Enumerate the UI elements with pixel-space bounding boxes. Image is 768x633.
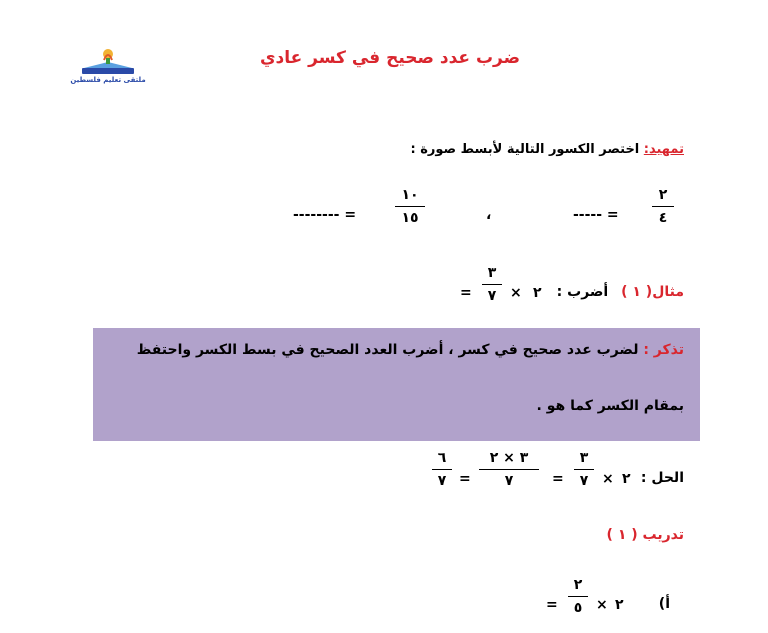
fraction-numerator: ١٠ — [401, 187, 419, 203]
fraction-bar — [568, 596, 588, 597]
fraction-numerator: ٣ — [487, 265, 497, 281]
solution-whole: ٢ — [622, 471, 631, 487]
training-equals: = — [546, 597, 558, 613]
fraction-denominator: ٧ — [579, 473, 589, 489]
solution-label: الحل : — [640, 470, 684, 486]
remember-line-2: بمقام الكسر كما هو . — [536, 398, 684, 414]
training-fraction — [568, 577, 588, 616]
example-fraction — [482, 265, 502, 304]
remember-text-1: لضرب عدد صحيح في كسر ، أضرب العدد الصحيح في بسط الكسر واحتفظ — [136, 342, 644, 358]
intro-fraction-2 — [395, 187, 425, 226]
intro-separator: ، — [486, 207, 492, 223]
fraction-denominator: ٧ — [504, 473, 514, 489]
intro-fraction-1 — [652, 187, 674, 226]
example-text: أضرب : — [556, 284, 609, 300]
fraction-bar — [574, 469, 594, 470]
fraction-numerator: ٣ × ٢ — [489, 450, 529, 466]
fraction-numerator: ٦ — [437, 450, 447, 466]
solution-fraction-3 — [432, 450, 452, 489]
fraction-numerator: ٢ — [658, 187, 668, 203]
solution-equals-1: = — [552, 471, 564, 487]
fraction-bar — [432, 469, 452, 470]
fraction-bar — [395, 206, 425, 207]
training-times: × — [596, 597, 608, 613]
fraction-denominator: ٧ — [437, 473, 447, 489]
intro-label: تمهيد: — [643, 142, 684, 157]
fraction-denominator: ٧ — [487, 288, 497, 304]
fraction-bar — [479, 469, 539, 470]
fraction-denominator: ١٥ — [401, 210, 419, 226]
remember-line-1 — [94, 342, 684, 358]
example-line — [557, 284, 684, 300]
solution-fraction-1 — [574, 450, 594, 489]
fraction-bar — [482, 284, 502, 285]
intro-line — [410, 142, 684, 157]
intro-text: اختصر الكسور التالية لأبسط صورة : — [410, 142, 644, 157]
training-item-label: أ) — [658, 596, 670, 612]
example-times: × — [510, 285, 522, 301]
fraction-denominator: ٤ — [658, 210, 668, 226]
fraction-bar — [652, 206, 674, 207]
solution-fraction-2 — [479, 450, 539, 489]
training-whole: ٢ — [615, 597, 624, 613]
intro-blank-1: ----- = — [573, 207, 619, 223]
logo-caption: ملتقى تعليم فلسطين — [70, 76, 146, 84]
fraction-numerator: ٢ — [573, 577, 583, 593]
page-title: ضرب عدد صحيح في كسر عادي — [259, 48, 521, 68]
remember-label: تذكر : — [643, 342, 684, 358]
fraction-numerator: ٣ — [579, 450, 589, 466]
intro-blank-2: -------- = — [293, 207, 357, 223]
example-equals: = — [460, 285, 472, 301]
solution-times: × — [602, 471, 614, 487]
example-label: مثال( ١ ) — [621, 284, 684, 300]
solution-equals-2: = — [459, 471, 471, 487]
training-label: تدريب ( ١ ) — [606, 527, 684, 543]
fraction-denominator: ٥ — [573, 600, 583, 616]
example-whole: ٢ — [533, 285, 542, 301]
